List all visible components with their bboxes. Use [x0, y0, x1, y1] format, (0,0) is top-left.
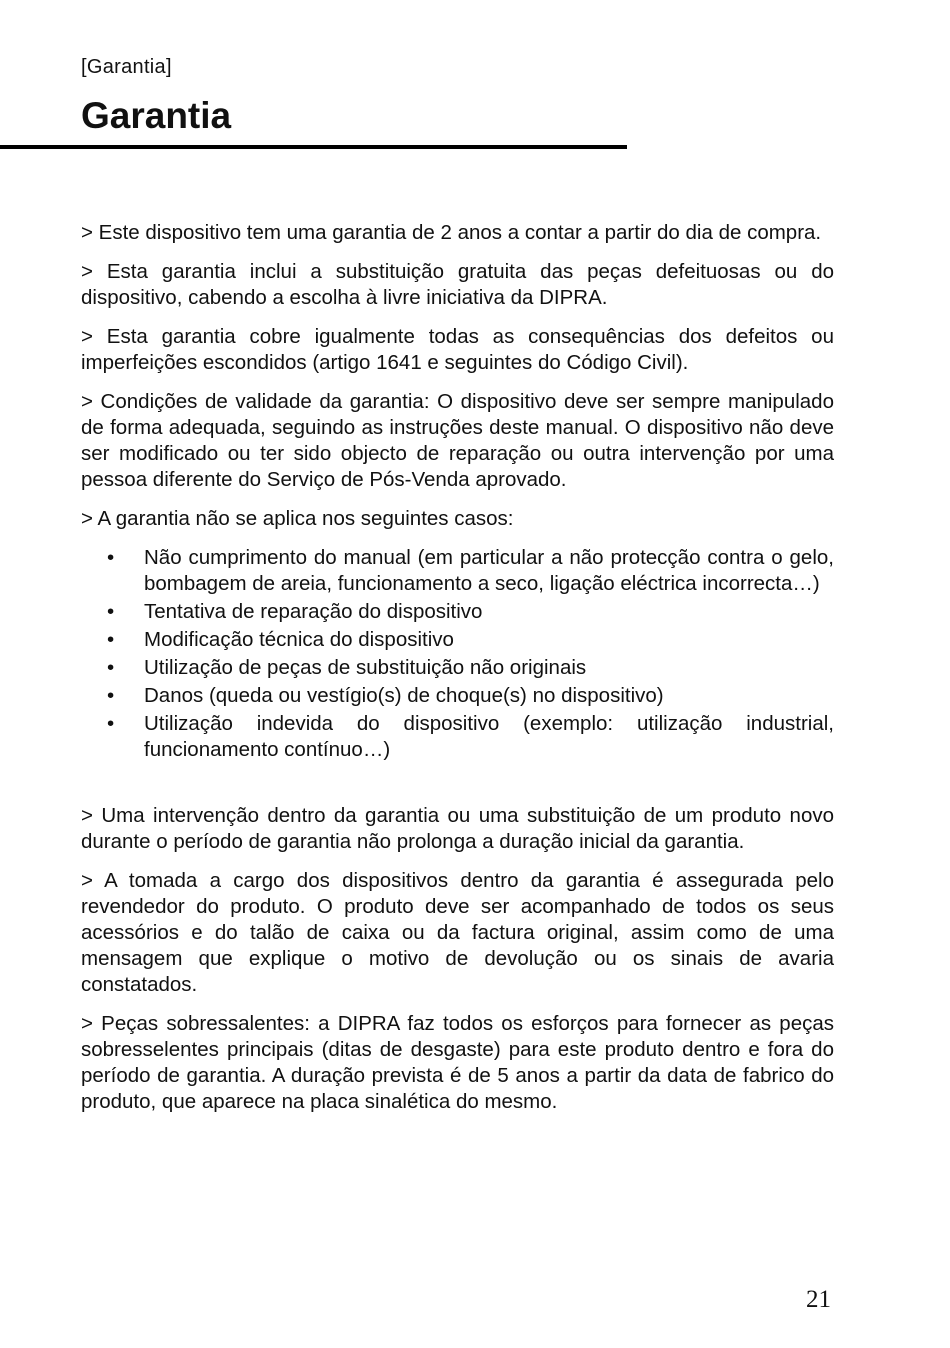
list-item-text: Danos (queda ou vestígio(s) de choque(s) no dispositivo): [144, 684, 664, 707]
list-item: [81, 599, 834, 625]
bullet-icon: •: [107, 600, 115, 623]
exclusions-intro: > A garantia não se aplica nos seguintes casos:: [81, 507, 514, 530]
paragraph-spare-parts: > Peças sobressalentes: a DIPRA faz todos os esforços para fornecer as peças sobresselentes principais (ditas de desgaste) para este produto dentro e fora do período de garantia. A duração prevista é de 5 anos a partir da data de fabrico do produto, que aparece na placa sinalética do mesmo.: [81, 1012, 834, 1113]
list-item: [81, 545, 834, 597]
paragraph-warranty-duration: > Este dispositivo tem uma garantia de 2 anos a contar a partir do dia de compra.: [81, 221, 822, 244]
list-item-text: Tentativa de reparação do dispositivo: [144, 600, 483, 623]
paragraph-no-extension: > Uma intervenção dentro da garantia ou uma substituição de um produto novo durante o período de garantia não prolonga a duração inicial da garantia.: [81, 804, 834, 853]
bullet-icon: •: [107, 684, 115, 707]
exclusions-list: [81, 545, 834, 763]
list-item: [81, 627, 834, 653]
list-item-text: Modificação técnica do dispositivo: [144, 628, 454, 651]
list-item: [81, 655, 834, 681]
bullet-icon: •: [107, 656, 115, 679]
list-item: [81, 683, 834, 709]
title-underline: [0, 145, 627, 149]
paragraph-hidden-defects: > Esta garantia cobre igualmente todas as consequências dos defeitos ou imperfeições escondidos (artigo 1641 e seguintes do Código Civil).: [81, 325, 834, 374]
bullet-icon: •: [107, 712, 115, 735]
page-title: Garantia: [81, 95, 232, 136]
list-item: [81, 711, 834, 763]
paragraph-warranty-coverage: > Esta garantia inclui a substituição gratuita das peças defeituosas ou do dispositivo, cabendo a escolha à livre iniciativa da DIPRA.: [81, 260, 834, 309]
paragraph-validity-conditions: > Condições de validade da garantia: O dispositivo deve ser sempre manipulado de forma adequada, seguindo as instruções deste manual. O dispositivo não deve ser modificado ou ter sido objecto de reparação ou outra intervenção por uma pessoa diferente do Serviço de Pós-Venda aprovado.: [81, 390, 834, 491]
list-item-text: Não cumprimento do manual (em particular a não protecção contra o gelo, bombagem de areia, funcionamento a seco, ligação eléctrica incorrecta…): [144, 546, 834, 595]
bullet-icon: •: [107, 628, 115, 651]
section-breadcrumb: [Garantia]: [81, 56, 172, 78]
list-item-text: Utilização indevida do dispositivo (exemplo: utilização industrial, funcionamento contínuo…): [144, 712, 834, 761]
bullet-icon: •: [107, 546, 115, 569]
paragraph-reseller-handling: > A tomada a cargo dos dispositivos dentro da garantia é assegurada pelo revendedor do produto. O produto deve ser acompanhado de todos os seus acessórios e do talão de caixa ou da factura original, assim como de uma mensagem que explique o motivo de devolução ou os sinais de avaria constatados.: [81, 869, 834, 996]
warranty-content: [81, 220, 834, 1128]
list-item-text: Utilização de peças de substituição não originais: [144, 656, 587, 679]
page-number: 21: [806, 1286, 831, 1313]
